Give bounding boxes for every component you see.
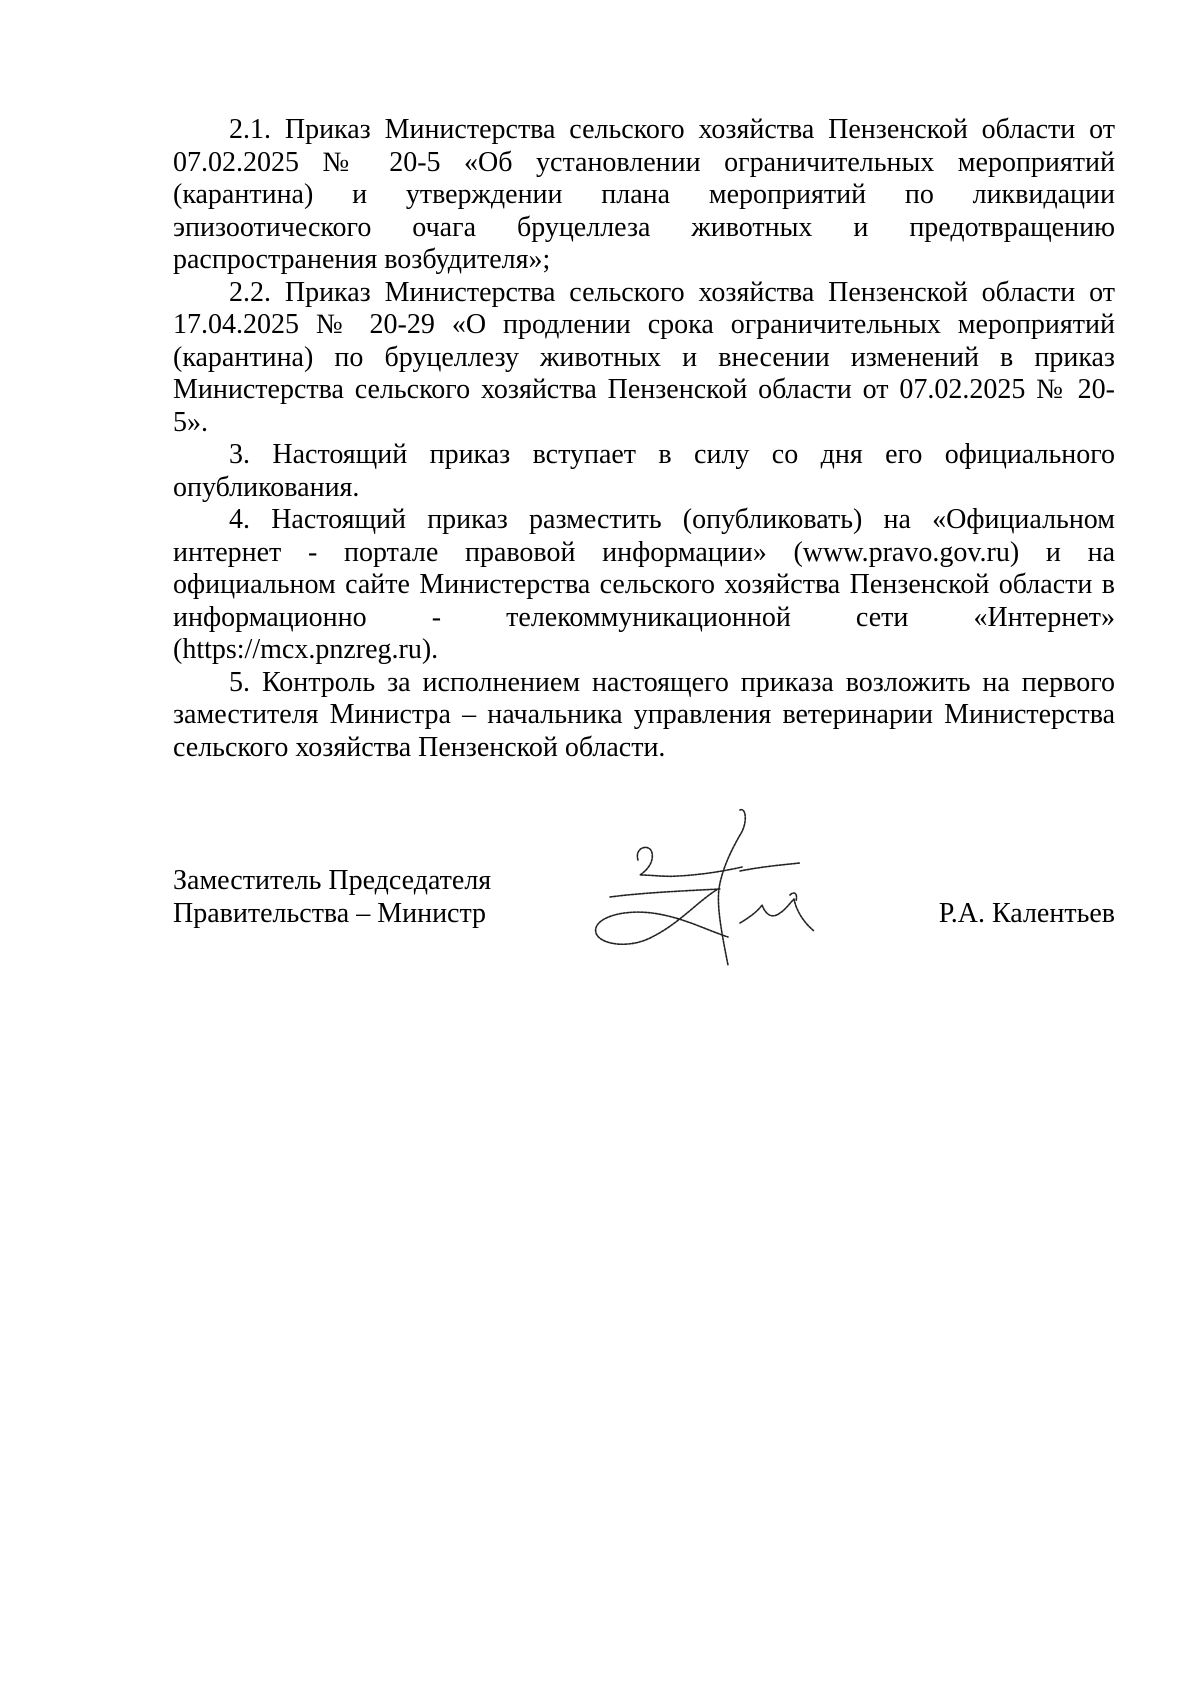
signer-title-line-2: Правительства – Министр: [173, 897, 487, 929]
handwritten-signature-icon: [590, 805, 830, 975]
paragraph-5: 5. Контроль за исполнением настоящего приказа возложить на первого заместителя Министра – начальника управления ветеринарии Министерства сельского хозяйства Пензенской области.: [173, 666, 1115, 763]
paragraph-2-2: 2.2. Приказ Министерства сельского хозяйства Пензенской области от 17.04.2025 № 20-29 «О продлении срока ограничительных мероприятий (карантина) по бруцеллезу животных и внесении изменений в приказ Министерства сельского хозяйства Пензенской области от 07.02.2025 № 20-5».: [173, 276, 1115, 438]
paragraph-4: 4. Настоящий приказ разместить (опубликовать) на «Официальном интернет - портале правовой информации» (www.pravo.gov.ru) и на официальном сайте Министерства сельского хозяйства Пензенской области в информационно - телекоммуникационной сети «Интернет» (https://mcx.pnzreg.ru).: [173, 504, 1115, 665]
document-body: [173, 114, 1115, 764]
signer-title-line-1: Заместитель Председателя: [173, 865, 492, 896]
signer-name: Р.А. Калентьев: [938, 897, 1115, 929]
signer-title: [173, 865, 573, 930]
paragraph-2-1: 2.1. Приказ Министерства сельского хозяйства Пензенской области от 07.02.2025 № 20-5 «Об установлении ограничительных мероприятий (карантина) и утверждении плана мероприятий по ликвидации эпизоотического очага бруцеллеза животных и предотвращению распространения возбудителя»;: [173, 114, 1115, 275]
paragraph-3: 3. Настоящий приказ вступает в силу со дня его официального опубликования.: [173, 439, 1115, 503]
